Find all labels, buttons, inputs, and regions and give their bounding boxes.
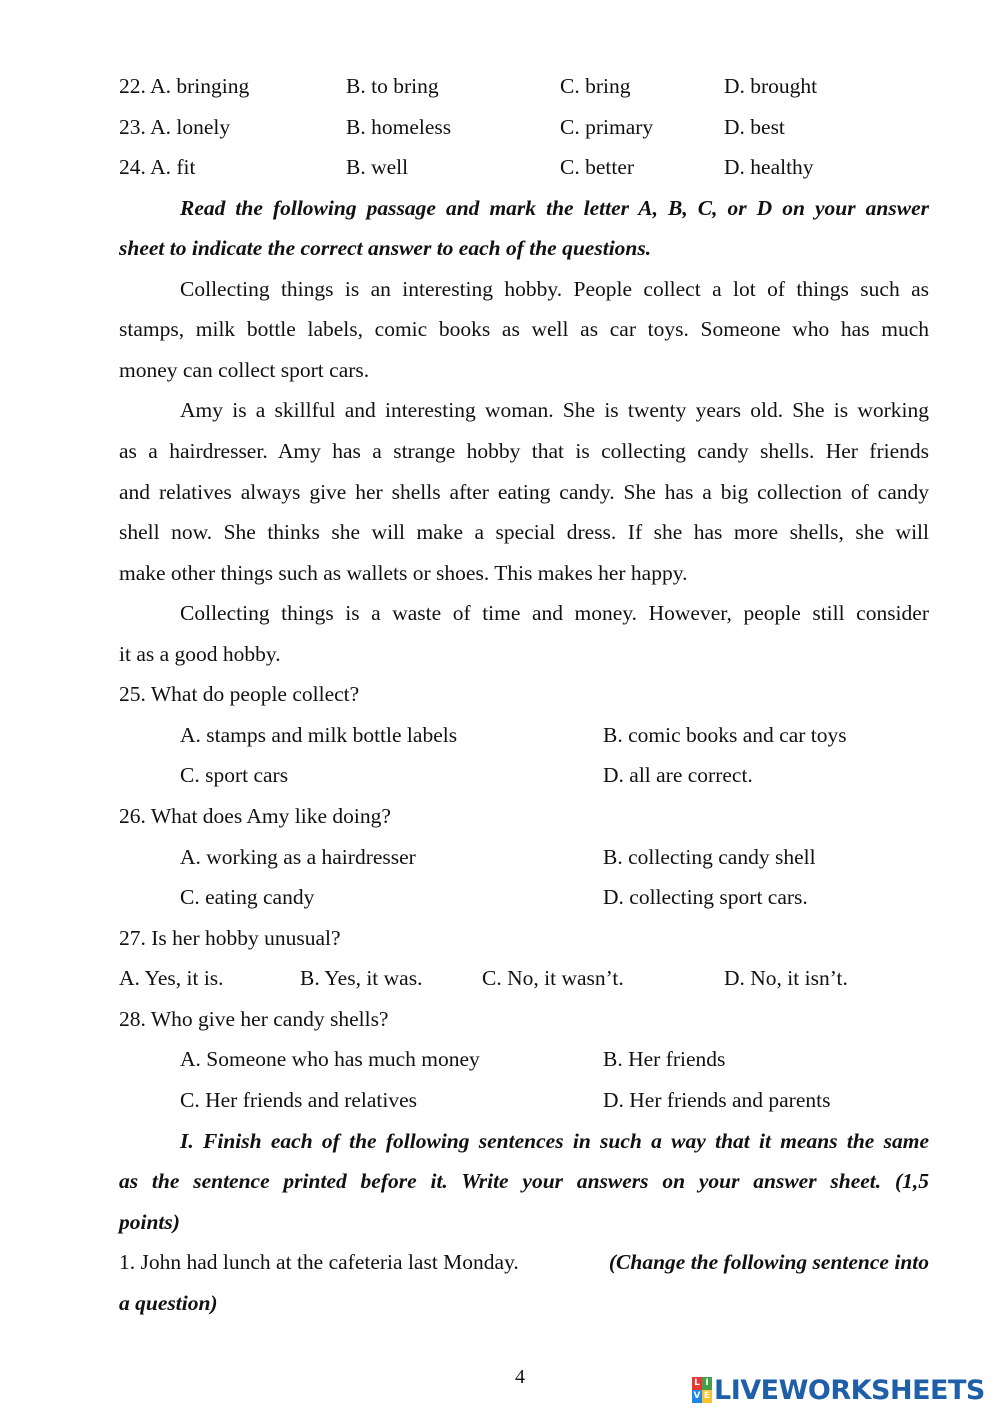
- q28-option-b: B. Her friends: [603, 1047, 726, 1071]
- q25-question: 25. What do people collect?: [119, 682, 360, 706]
- passage-p3-line: Collecting things is a waste of time and money. However, people still consider: [180, 601, 929, 625]
- q27-question: 27. Is her hobby unusual?: [119, 926, 341, 950]
- passage-p1-line: Collecting things is an interesting hobby. People collect a lot of things such as: [180, 277, 929, 301]
- q22-option-a: 22. A. bringing: [119, 74, 250, 98]
- q24-option-a: 24. A. fit: [119, 155, 196, 179]
- section-i-heading-line-1: I. Finish each of the following sentences in such a way that it means the same: [180, 1129, 929, 1153]
- item-1-sentence: 1. John had lunch at the cafeteria last Monday.: [119, 1250, 519, 1274]
- q28-question: 28. Who give her candy shells?: [119, 1007, 389, 1031]
- passage-p2-line: as a hairdresser. Amy has a strange hobby that is collecting candy shells. Her friends: [119, 439, 929, 463]
- passage-p2-line: Amy is a skillful and interesting woman. She is twenty years old. She is working: [180, 398, 929, 422]
- q24-option-b: B. well: [346, 155, 409, 179]
- q25-option-d: D. all are correct.: [603, 763, 753, 787]
- q26-question: 26. What does Amy like doing?: [119, 804, 391, 828]
- q26-option-d: D. collecting sport cars.: [603, 885, 808, 909]
- q28-option-c: C. Her friends and relatives: [180, 1088, 418, 1112]
- reading-instruction-line-1: Read the following passage and mark the letter A, B, C, or D on your answer: [180, 196, 929, 220]
- q27-option-b: B. Yes, it was.: [300, 966, 423, 990]
- q25-option-a: A. stamps and milk bottle labels: [180, 723, 458, 747]
- logo-mark-v: V: [693, 1391, 701, 1401]
- item-1-instruction-continued: a question): [119, 1291, 218, 1315]
- q27-option-a: A. Yes, it is.: [119, 966, 224, 990]
- q24-option-c: C. better: [560, 155, 635, 179]
- q28-option-d: D. Her friends and parents: [603, 1088, 831, 1112]
- item-1: [119, 1248, 929, 1276]
- passage-p3-line: it as a good hobby.: [119, 642, 281, 666]
- passage-p2-line: make other things such as wallets or shoes. This makes her happy.: [119, 561, 688, 585]
- logo-mark-e: E: [703, 1391, 711, 1401]
- q22-option-b: B. to bring: [346, 74, 439, 98]
- passage-p1-line: stamps, milk bottle labels, comic books as well as car toys. Someone who has much: [119, 317, 929, 341]
- item-1-instruction: (Change the following sentence into: [608, 1250, 929, 1274]
- q26-option-c: C. eating candy: [180, 885, 315, 909]
- logo-mark-i: I: [702, 1377, 712, 1390]
- passage-p2-line: and relatives always give her shells after eating candy. She has a big collection of candy: [119, 480, 929, 504]
- q23-option-d: D. best: [724, 115, 785, 139]
- q23-option-b: B. homeless: [346, 115, 452, 139]
- liveworksheets-logo[interactable]: [692, 1374, 985, 1406]
- liveworksheets-logo-text: LIVEWORKSHEETS: [714, 1374, 985, 1406]
- passage-p2-line: shell now. She thinks she will make a special dress. If she has more shells, she will: [119, 520, 929, 544]
- q24-option-d: D. healthy: [724, 155, 814, 179]
- q22-option-c: C. bring: [560, 74, 631, 98]
- q26-option-a: A. working as a hairdresser: [180, 845, 416, 869]
- q23-option-a: 23. A. lonely: [119, 115, 231, 139]
- q28-option-a: A. Someone who has much money: [180, 1047, 480, 1071]
- section-i-heading-line-3: points): [119, 1210, 180, 1234]
- page-number: 4: [515, 1366, 525, 1388]
- q27-option-c: C. No, it wasn’t.: [482, 966, 624, 990]
- section-i-heading-line-2: as the sentence printed before it. Write your answers on your answer sheet. (1,5: [119, 1169, 929, 1193]
- q26-option-b: B. collecting candy shell: [603, 845, 816, 869]
- q23-option-c: C. primary: [560, 115, 654, 139]
- q22-option-d: D. brought: [724, 74, 818, 98]
- passage-p1-line: money can collect sport cars.: [119, 358, 370, 382]
- reading-instruction-line-2: sheet to indicate the correct answer to each of the questions.: [119, 236, 652, 260]
- q25-option-b: B. comic books and car toys: [603, 723, 847, 747]
- q25-option-c: C. sport cars: [180, 763, 289, 787]
- logo-mark-l: L: [692, 1377, 702, 1390]
- q27-option-d: D. No, it isn’t.: [724, 966, 848, 990]
- liveworksheets-logo-icon: [692, 1377, 712, 1403]
